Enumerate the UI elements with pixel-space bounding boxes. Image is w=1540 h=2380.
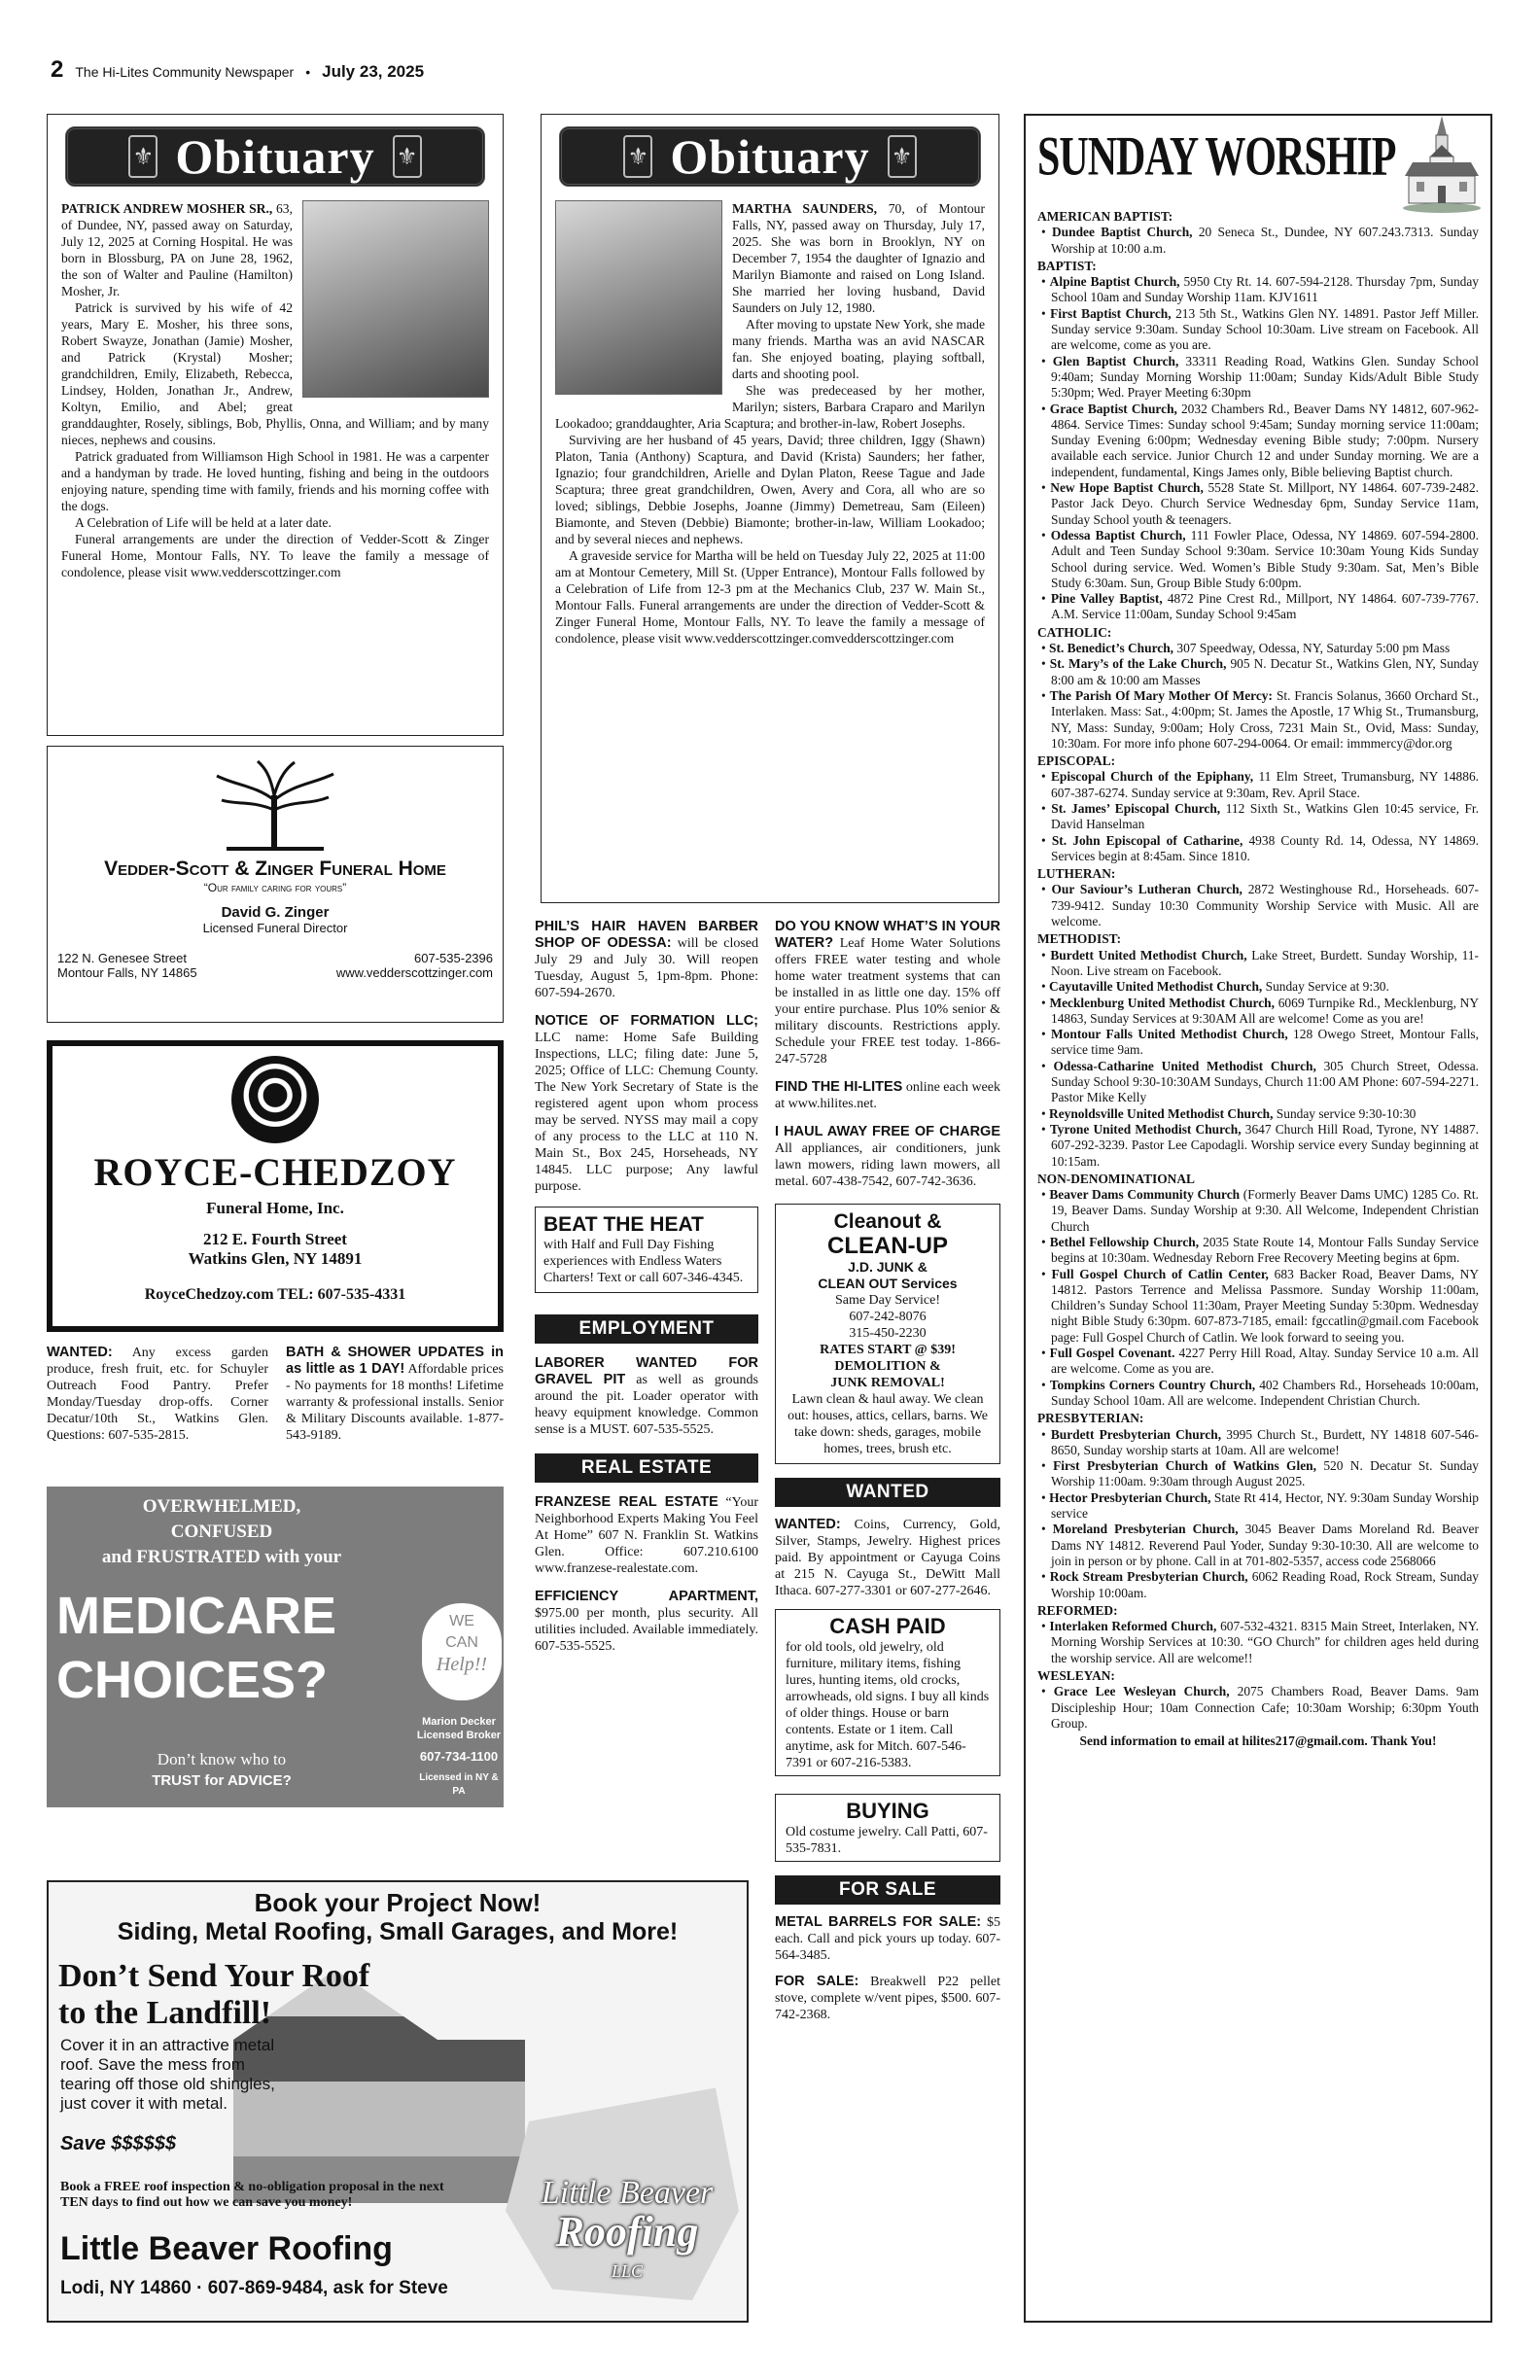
classified-body: Breakwell P22 pellet stove, complete w/vent pipes, $500. 607-742-2368. bbox=[775, 1975, 1000, 2022]
classified-heading: I HAUL AWAY FREE OF CHARGE bbox=[775, 1124, 1000, 1139]
classified-heading: DO YOU KNOW WHAT’S IN YOUR WATER? bbox=[775, 919, 1000, 951]
medicare-sub-line: TRUST for ADVICE? bbox=[152, 1772, 292, 1789]
contact-row bbox=[53, 951, 497, 965]
church-name: Hector Presbyterian Church, bbox=[1049, 1489, 1211, 1505]
medicare-line: OVERWHELMED, bbox=[142, 1496, 301, 1517]
classified-body: “Your Neighborhood Experts Making You Feel At Home” 607 N. Franklin St. Watkins Glen. Office: 607.210.6100 www.franzese-realestate.com. bbox=[535, 1495, 758, 1576]
classified-body: Any excess garden produce, fresh fruit, etc. for Schuyler Outreach Food Pantry. Prefer Monday/Tuesday drop-offs. Corner Decatur/10th St., Watkins Glen. Questions: 607-535-2815. bbox=[47, 1346, 268, 1443]
church-listing bbox=[1037, 1267, 1479, 1346]
church-name: Tyrone United Methodist Church, bbox=[1049, 1121, 1242, 1137]
address-line: Montour Falls, NY 14865 bbox=[57, 965, 197, 980]
church-details: 305 Church Street, Odessa. Sunday School 9:30-10:30AM Sundays, Church 11:00 AM Phone: 607-594-2271. Pastor Mike Kelly bbox=[1051, 1058, 1479, 1105]
worship-category: NON-DENOMINATIONAL bbox=[1037, 1171, 1195, 1186]
obituary-photo-saunders bbox=[555, 200, 722, 395]
church-listing bbox=[1037, 1346, 1479, 1378]
ad-heading: CLEAN-UP bbox=[827, 1233, 948, 1259]
church-name: Full Gospel Church of Catlin Center, bbox=[1051, 1266, 1269, 1281]
church-listing bbox=[1037, 769, 1479, 801]
obit-paragraph: Patrick graduated from Williamson High School in 1981. He was a carpenter and a handyman by trade. He loved hunting, fishing and being in the outdoors enjoying nature, spending time with family, friends and his morning coffee with the dogs. bbox=[61, 449, 489, 513]
classified-body: Coins, Currency, Gold, Silver, Stamps, Jewelry. Highest prices paid. By appointment or Cayuga Coins at 215 N. Cayuga St., DeWitt Mall Ithaca. 607-277-3301 or 607-277-2646. bbox=[775, 1518, 1001, 1598]
classified-body: All appliances, air conditioners, junk lawn mowers, riding lawn mowers, all metal. 607-438-7542, 607-742-3636. bbox=[775, 1141, 1000, 1189]
church-name: Tompkins Corners Country Church, bbox=[1049, 1377, 1256, 1392]
roofing-save: Save $$$$$$ bbox=[60, 2133, 177, 2154]
worship-category: BAPTIST: bbox=[1037, 258, 1097, 273]
classified-heading: BATH & SHOWER UPDATES in as little as 1 DAY! bbox=[286, 1345, 504, 1377]
church-name: The Parish Of Mary Mother Of Mercy: bbox=[1049, 687, 1273, 703]
obit-paragraph: After moving to upstate New York, she made many friends. Martha was an avid NASCAR fan. She enjoyed boating, playing softball, darts and shooting pool. bbox=[732, 317, 985, 381]
paper-name: The Hi-Lites Community Newspaper bbox=[75, 64, 295, 80]
roofing-contact: Lodi, NY 14860 · 607-869-9484, ask for Steve bbox=[60, 2278, 448, 2298]
obituary-banner bbox=[559, 126, 981, 187]
classified-llc-notice bbox=[535, 1013, 758, 1195]
church-details: 112 Sixth St., Watkins Glen 10:45 service, Fr. David Hanselman bbox=[1051, 800, 1479, 832]
church-name: St. John Episcopal of Catharine, bbox=[1051, 832, 1243, 848]
agent-phone: 607-734-1100 bbox=[419, 1749, 499, 1764]
classified-body: as well as grounds around the pit. Loader operator with heavy equipment knowledge. Common sense is a MUST. 607-535-5525. bbox=[535, 1373, 759, 1437]
funeral-home-name: ROYCE-CHEDZOY bbox=[93, 1150, 457, 1194]
church-details: St. Francis Solanus, 3660 Orchard St., Interlaken. Mass: Sat., 4:00pm; St. James the Apostle, 17 Whig St., Trumansburg, NY, Mass: Sunday, 9:00am; Holy Cross, 7231 Main St., Ovid, Mass: Sunday, 10:30am. For more info phone 607-294-0064. Or email: immmercy@dor.org bbox=[1051, 687, 1479, 751]
church-name: Beaver Dams Community Church bbox=[1049, 1187, 1241, 1203]
medicare-sub bbox=[47, 1749, 397, 1792]
ad-line: JUNK REMOVAL! bbox=[830, 1376, 945, 1390]
sunday-worship-box bbox=[1024, 114, 1492, 2323]
logo-line: Little Beaver bbox=[541, 2175, 714, 2211]
page-header bbox=[51, 56, 731, 86]
obit-paragraph: 63, of Dundee, NY, passed away on Saturday, July 12, 2025 at Corning Hospital. He was born in Blossburg, PA on June 28, 1962, the son of Walter and Pauline (Hamilton) Mosher, Jr. bbox=[61, 201, 293, 298]
church-listing bbox=[1037, 1122, 1479, 1170]
church-details: 6062 Reading Road, Rock Stream, Sunday Worship 10:00am. bbox=[1051, 1569, 1479, 1600]
church-details: 5950 Cty Rt. 14. 607-594-2128. Thursday 7pm, Sunday School 10am and Sunday Worship 11am. KJV1611 bbox=[1051, 274, 1479, 305]
section-real-estate: REAL ESTATE bbox=[535, 1453, 758, 1483]
church-details: 111 Fowler Place, Odessa, NY 14869. 607-594-2800. Adult and Teen Sunday School 9:30am. Service 10:30am Young Kids Sunday School during service. Wed. Women’s Bible Study 9:30am. Sat, Men’s Bible Study 6:30am. Sun, Group Bible Study 6:00pm. bbox=[1051, 527, 1479, 590]
church-listing bbox=[1037, 1522, 1479, 1569]
medicare-line: and FRUSTRATED with your bbox=[101, 1547, 342, 1567]
agent-name: Marion Decker bbox=[422, 1716, 496, 1728]
classified-barrels bbox=[775, 1914, 1000, 1964]
church-listing bbox=[1037, 1619, 1479, 1666]
obit-paragraph: A graveside service for Martha will be held on Tuesday July 22, 2025 at 11:00 am at Montour Cemetery, Mill St. (Upper Entrance), Montour Falls followed by a Celebration of Life from 12-3 pm at the Mechanics Club, 237 W. Main St., Montour Falls. Funeral arrangements are under the direction of Vedder-Scott & Zinger Funeral Home, Montour Falls, NY. To leave the family a message of condolence, please visit www.vedderscottzinger.comvedderscottzinger.com bbox=[555, 548, 985, 646]
obit-paragraph: Patrick is survived by his wife of 42 years, Mary E. Mosher, his three sons, Robert Swayze, Jonathan (Jamie) Mosher, and Patrick (Krystal) Mosher; grandchildren, Emily, Elizabeth, Rebecca, Lindsey, Holden, Jonathan Jr., Andrew, Koltyn, Emilio, and Abel; great granddaughter, Rosely, siblings, Bob, Phyllis, Onna, and William; and by many nieces, nephews and cousins. bbox=[61, 300, 489, 447]
buying-ad bbox=[775, 1794, 1000, 1862]
classified-laborer bbox=[535, 1355, 758, 1438]
church-details: 213 5th St., Watkins Glen NY. 14891. Pastor Jeff Miller. Sunday service 9:30am. Sunday School 10:30am. Live stream on Facebook. All are welcome, come as you are. bbox=[1051, 305, 1479, 353]
ad-body: for old tools, old jewelry, old furniture, military items, fishing lures, hunting items, old crocks, arrowheads, old signs. I buy all kinds of older things. House or barn contents. Estate or 1 item. Call anytime, ask for Mitch. 607-546-7391 or 607-216-5383. bbox=[786, 1640, 990, 1770]
obituary-mosher bbox=[47, 114, 504, 736]
website-link[interactable]: www.vedderscottzinger.com bbox=[335, 965, 493, 980]
church-details: 6069 Turnpike Rd., Mecklenburg, NY 14863, Sunday Services at 9:30AM All are welcome! Come as you are! bbox=[1051, 995, 1479, 1026]
obit-paragraph: A Celebration of Life will be held at a later date. bbox=[75, 515, 332, 530]
church-details: 520 N. Decatur St. Sunday Worship 11:00am. 9:30am through August 2025. bbox=[1051, 1458, 1479, 1489]
obituary-banner bbox=[65, 126, 485, 187]
classified-phils-hair bbox=[535, 919, 758, 1001]
church-name: Grace Lee Wesleyan Church, bbox=[1053, 1684, 1230, 1699]
church-name: Mecklenburg United Methodist Church, bbox=[1049, 995, 1275, 1010]
classified-heading: PHIL’S HAIR HAVEN BARBER SHOP OF ODESSA: bbox=[535, 919, 758, 951]
church-listing bbox=[1037, 1106, 1479, 1122]
worship-category: WESLEYAN: bbox=[1037, 1668, 1115, 1684]
classified-bath-shower bbox=[286, 1345, 504, 1444]
church-details: 128 Owego Street, Montour Falls, service time 9am. bbox=[1051, 1027, 1479, 1058]
bubble-line: Help!! bbox=[436, 1654, 488, 1675]
fleur-de-lis-icon: ⚜ bbox=[888, 135, 917, 178]
church-name: Episcopal Church of the Epiphany, bbox=[1051, 769, 1254, 785]
worship-category: AMERICAN BAPTIST: bbox=[1037, 209, 1173, 224]
church-name: Cayutaville United Methodist Church, bbox=[1049, 979, 1263, 995]
obit-name: MARTHA SAUNDERS, bbox=[732, 201, 878, 216]
roofing-ad bbox=[47, 1880, 749, 2323]
church-listing bbox=[1037, 480, 1479, 528]
fleur-de-lis-icon: ⚜ bbox=[128, 135, 158, 178]
church-name: Glen Baptist Church, bbox=[1052, 353, 1179, 368]
obit-paragraph: Surviving are her husband of 45 years, David; three children, Iggy (Shawn) Platon, Tania (Anthony) Scaptura, and David (Krista) Saunders; her father, Ignazio; four grandchildren, Arielle and Dylan Platon, Reese Tague and Jade Scaptura; three great grandchildren, Owen, Avery and Cora, all who are so loved; siblings, Debbie Josephs, Joanne (Jimmy) Demetreau, Sam (Eileen) Biamonte, and Steven (Debbie) Biamonte; brother-in-law, William Lookadoo; and by several nieces and nephews. bbox=[555, 433, 985, 546]
church-name: New Hope Baptist Church, bbox=[1050, 480, 1204, 496]
church-name: Moreland Presbyterian Church, bbox=[1052, 1522, 1239, 1537]
church-listing bbox=[1037, 306, 1479, 354]
church-listing bbox=[1037, 979, 1479, 995]
contact-line[interactable]: RoyceChedzoy.com TEL: 607-535-4331 bbox=[144, 1286, 406, 1303]
roofing-headline bbox=[58, 1958, 369, 2032]
church-name: Our Saviour’s Lutheran Church, bbox=[1051, 882, 1242, 897]
church-listing bbox=[1037, 402, 1479, 480]
phone-number: 607-535-2396 bbox=[414, 951, 493, 965]
worship-category: LUTHERAN: bbox=[1037, 866, 1116, 882]
church-listing bbox=[1037, 1235, 1479, 1267]
church-listing bbox=[1037, 1027, 1479, 1059]
church-details: 307 Speedway, Odessa, NY, Saturday 5:00 pm Mass bbox=[1176, 641, 1451, 656]
roofing-top bbox=[49, 1888, 747, 1946]
church-details: 33311 Reading Road, Watkins Glen. Sunday School 9:40am; Sunday Morning Worship 11:00am; Sunday Kids/Adult Bible Study 5:30pm; Wed. Prayer Meeting 6:30pm bbox=[1051, 353, 1479, 401]
classified-water bbox=[775, 919, 1000, 1068]
ad-heading: BUYING bbox=[846, 1799, 929, 1823]
section-employment: EMPLOYMENT bbox=[535, 1314, 758, 1344]
church-listing bbox=[1037, 641, 1479, 656]
church-details: State Rt 414, Hector, NY. 9:30am Sunday Worship service bbox=[1051, 1489, 1479, 1522]
church-name: St. Mary’s of the Lake Church, bbox=[1049, 656, 1227, 672]
classified-body: Leaf Home Water Solutions offers FREE water testing and whole home water treatment systems that can be installed in as little one day. 15% off your entire purchase. Plus 10% senior & military discounts. Restrictions apply. Schedule your FREE test today. 1-866-247-5728 bbox=[775, 936, 1001, 1067]
church-details: 2032 Chambers Rd., Beaver Dams NY 14812, 607-962-4864. Service Times: Sunday school 9:45am; Sunday morning service 11:00am; Sunday Evening 6:00pm; Wednesday evening Bible study; 7:00pm. Nursery available each service. Junior Church 12 and under Sunday morning. We are a independent, fundamental, Kings James only, Bible believing Baptist church. bbox=[1051, 401, 1479, 479]
classified-body: LLC name: Home Safe Building Inspections, LLC; filing date: June 5, 2025; Office of LLC: Chemung County. The New York Secretary of State is the registered agent upon whom process may be served. NYSS may mail a copy of any process to the LLC at 110 N. Main St., Box 245, Horseheads, NY 14845. LLC purpose; Any lawful purpose. bbox=[535, 1031, 758, 1194]
church-name: Burdett United Methodist Church, bbox=[1050, 947, 1247, 962]
church-name: Pine Valley Baptist, bbox=[1050, 591, 1163, 607]
classified-coins bbox=[775, 1517, 1000, 1599]
church-name: Rock Stream Presbyterian Church, bbox=[1049, 1569, 1248, 1585]
worship-category: REFORMED: bbox=[1037, 1602, 1118, 1618]
church-details: 20 Seneca St., Dundee, NY 607.243.7313. Sunday Worship at 10:00 a.m. bbox=[1051, 225, 1479, 256]
roofing-head-line: to the Landfill! bbox=[58, 1995, 272, 2031]
roofing-top-line: Siding, Metal Roofing, Small Garages, and More! bbox=[117, 1918, 679, 1945]
medicare-big bbox=[56, 1584, 406, 1712]
beat-the-heat-ad bbox=[535, 1207, 758, 1293]
roofing-offer: Book a FREE roof inspection & no-obligation proposal in the next TEN days to find out how we can save you money! bbox=[60, 2180, 444, 2210]
section-wanted: WANTED bbox=[775, 1478, 1000, 1507]
church-listing bbox=[1037, 1378, 1479, 1410]
church-details: 607-532-4321. 8315 Main Street, Interlaken, NY. Morning Worship Services at 10:30. “GO Church” for children ages held during the worship service. All are welcome!! bbox=[1051, 1619, 1480, 1665]
classified-body: Affordable prices - No payments for 18 months! Lifetime warranty & professional installs. Senior & Military Discounts available. 1-877-543-9189. bbox=[286, 1362, 504, 1443]
classifieds-col-2 bbox=[775, 919, 1000, 2023]
obit-name: PATRICK ANDREW MOSHER SR., bbox=[61, 201, 273, 216]
church-details: 4227 Perry Hill Road, Altay. Sunday Service 10 a.m. All are welcome. Come as you are. bbox=[1051, 1346, 1479, 1377]
church-listing bbox=[1037, 948, 1479, 980]
church-listing bbox=[1037, 833, 1479, 865]
obituary-saunders bbox=[541, 114, 999, 903]
address-line: 122 N. Genesee Street bbox=[57, 951, 187, 965]
funeral-home-name: Vedder-Scott & Zinger Funeral Home bbox=[104, 858, 446, 880]
classified-pellet-stove bbox=[775, 1974, 1000, 2023]
medicare-ad bbox=[47, 1487, 504, 1807]
worship-list bbox=[1037, 209, 1479, 1732]
classified-heading: METAL BARRELS FOR SALE: bbox=[775, 1914, 982, 1930]
medicare-sub-line: Don’t know who to bbox=[157, 1750, 287, 1768]
church-details: (Formerly Beaver Dams UMC) 1285 Co. Rt. 19, Beaver Dams. Sunday Worship at 9:30. All Welcome, Independent Christian Church bbox=[1051, 1187, 1479, 1234]
ad-heading: CASH PAID bbox=[829, 1614, 946, 1638]
church-name: Burdett Presbyterian Church, bbox=[1050, 1426, 1222, 1442]
medicare-line: CONFUSED bbox=[170, 1522, 273, 1542]
church-listing bbox=[1037, 996, 1479, 1028]
church-details: 4938 County Rd. 14, Odessa, NY 14869. Services begin at 8:45am. Since 1810. bbox=[1051, 832, 1479, 863]
logo-line: LLC bbox=[611, 2261, 644, 2281]
classified-heading: FIND THE HI-LITES bbox=[775, 1079, 903, 1095]
church-details: 2035 State Route 14, Montour Falls Sunday Service begins at 10:30am. Wednesday Reborn Free Recovery Meeting begins at 6pm. bbox=[1051, 1235, 1479, 1266]
church-name: Bethel Fellowship Church, bbox=[1049, 1235, 1200, 1249]
church-details: 683 Backer Road, Beaver Dams, NY 14812. Pastors Terrence and Melissa Passmore. Sunday Worship 11:00am, Children’s Sunday School 11:30am, Prayer Meeting Sunday 5:30pm. Wednesday night Bible Study 6:30pm. 607-873-7185, email: fgccatlin@gmail.com Facebook page: Full Gospel Church of Catlin. We look forward to seeing you. bbox=[1051, 1266, 1479, 1345]
medicare-big-line: CHOICES? bbox=[56, 1651, 329, 1709]
worship-category: EPISCOPAL: bbox=[1037, 753, 1116, 769]
bubble-line: WE bbox=[449, 1613, 474, 1629]
roofing-brand: Little Beaver Roofing bbox=[60, 2230, 393, 2267]
funeral-home-tagline: “Our family caring for yours” bbox=[203, 881, 347, 894]
classified-body: online each week at www.hilites.net. bbox=[775, 1080, 1000, 1111]
church-details: 905 N. Decatur St., Watkins Glen, NY, Sunday 8:00 am & 10:00 am Masses bbox=[1051, 656, 1479, 687]
worship-title: SUNDAY WORSHIP bbox=[1037, 127, 1396, 189]
ad-heading: BEAT THE HEAT bbox=[543, 1213, 704, 1236]
church-details: 2075 Chambers Road, Beaver Dams. 9am Discipleship Hour; 10am Connection Cafe; 10:30am Worship; 6:30pm Youth Group. bbox=[1051, 1684, 1479, 1731]
classified-body: $5 each. Call and pick yours up today. 607-564-3485. bbox=[775, 1915, 1000, 1963]
vedder-scott-ad bbox=[47, 746, 504, 1023]
obituary-title: Obituary bbox=[670, 129, 870, 184]
logo-line: Roofing bbox=[555, 2208, 699, 2256]
church-name: Grace Baptist Church, bbox=[1049, 401, 1177, 416]
classified-find-hilites bbox=[775, 1079, 1000, 1112]
church-listing bbox=[1037, 688, 1479, 752]
ad-line: Same Day Service! bbox=[834, 1293, 941, 1308]
church-name: Alpine Baptist Church, bbox=[1049, 274, 1180, 290]
tree-logo-icon bbox=[197, 756, 353, 854]
church-name: Interlaken Reformed Church, bbox=[1049, 1619, 1217, 1634]
church-name: First Presbyterian Church of Watkins Glen, bbox=[1053, 1458, 1316, 1474]
page-number: 2 bbox=[51, 56, 64, 83]
ad-line: 607-242-8076 bbox=[849, 1310, 927, 1324]
ad-body: Old costume jewelry. Call Patti, 607-535-7831. bbox=[786, 1825, 988, 1856]
medicare-headline bbox=[47, 1494, 397, 1570]
classified-heading: FOR SALE: bbox=[775, 1974, 859, 1989]
classified-heading: FRANZESE REAL ESTATE bbox=[535, 1494, 718, 1510]
ad-line: Lawn clean & haul away. We clean out: houses, attics, cellars, barns. We take down: sheds, garages, mobile homes, trees, brush etc. bbox=[788, 1392, 988, 1456]
church-listing bbox=[1037, 528, 1479, 591]
church-name: Dundee Baptist Church, bbox=[1052, 225, 1193, 240]
church-listing bbox=[1037, 354, 1479, 402]
director-title: Licensed Funeral Director bbox=[202, 921, 348, 935]
church-listing bbox=[1037, 1427, 1479, 1459]
classified-body: $975.00 per month, plus security. All utilities included. Available immediately. 607-535-5525. bbox=[535, 1606, 758, 1654]
ad-line: CLEAN OUT Services bbox=[818, 1276, 958, 1291]
address-line: 212 E. Fourth Street bbox=[203, 1230, 347, 1248]
worship-footer: Send information to email at hilites217@gmail.com. Thank You! bbox=[1079, 1733, 1437, 1749]
obituary-photo-mosher bbox=[302, 200, 489, 398]
church-name: Full Gospel Covenant. bbox=[1049, 1346, 1175, 1361]
agent-info bbox=[414, 1715, 504, 1799]
church-listing bbox=[1037, 1059, 1479, 1106]
classified-heading: LABORER WANTED FOR GRAVEL PIT bbox=[535, 1355, 758, 1387]
church-listing bbox=[1037, 591, 1479, 623]
issue-date: July 23, 2025 bbox=[322, 62, 425, 81]
church-details: Sunday service 9:30-10:30 bbox=[1276, 1105, 1417, 1121]
fleur-de-lis-icon: ⚜ bbox=[393, 135, 422, 178]
section-for-sale: FOR SALE bbox=[775, 1875, 1000, 1905]
ad-line: DEMOLITION & bbox=[834, 1359, 941, 1374]
church-name: St. Benedict’s Church, bbox=[1049, 641, 1174, 656]
church-name: Reynoldsville United Methodist Church, bbox=[1049, 1105, 1274, 1121]
rose-logo-icon bbox=[231, 1056, 319, 1143]
ad-line: 315-450-2230 bbox=[849, 1326, 927, 1341]
church-listing bbox=[1037, 1490, 1479, 1522]
church-icon bbox=[1401, 116, 1483, 213]
church-listing bbox=[1037, 656, 1479, 688]
church-details: 3995 Church St., Burdett, NY 14818 607-546-8650, Sunday worship starts at 10am. All are welcome! bbox=[1051, 1426, 1480, 1457]
classified-heading: WANTED: bbox=[47, 1345, 113, 1360]
header-bullet: • bbox=[305, 64, 311, 80]
church-listing bbox=[1037, 1684, 1479, 1732]
obituary-title: Obituary bbox=[175, 129, 375, 184]
church-details: 11 Elm Street, Trumansburg, NY 14886. 607-387-6274. Sunday service at 9:30am, Rev. April Stace. bbox=[1051, 769, 1479, 800]
church-name: First Baptist Church, bbox=[1050, 305, 1172, 321]
classified-haul-away bbox=[775, 1124, 1000, 1190]
worship-category: CATHOLIC: bbox=[1037, 624, 1112, 640]
roofing-head-line: Don’t Send Your Roof bbox=[58, 1958, 370, 1994]
ad-line: RATES START @ $39! bbox=[820, 1343, 956, 1357]
obit-paragraph: 70, of Montour Falls, NY, passed away on Thursday, July 17, 2025. She was born in Brooklyn, NY on December 7, 1954 the daughter of Ignazio and Marilyn Biamonte and raised on Long Island. She married her loving husband, David Saunders on July 12, 1980. bbox=[732, 201, 985, 315]
church-name: St. James’ Episcopal Church, bbox=[1051, 800, 1221, 816]
beaver-logo-text bbox=[525, 2174, 729, 2291]
church-name: Odessa-Catharine United Methodist Church, bbox=[1053, 1058, 1316, 1073]
worship-category: METHODIST: bbox=[1037, 931, 1122, 947]
church-name: Odessa Baptist Church, bbox=[1050, 527, 1186, 542]
medicare-big-line: MEDICARE bbox=[56, 1587, 337, 1645]
bubble-line: CAN bbox=[445, 1634, 478, 1651]
roofing-top-line: Book your Project Now! bbox=[254, 1888, 542, 1917]
church-details: Lake Street, Burdett. Sunday Worship, 11-Noon. Live stream on Facebook. bbox=[1051, 947, 1479, 978]
church-details: 2872 Westinghouse Rd., Horseheads. 607-739-9412. Sunday 10:30 Community Worship Service with Music. All are welcome. bbox=[1051, 882, 1479, 929]
classified-food-pantry bbox=[47, 1345, 268, 1444]
cash-paid-ad bbox=[775, 1609, 1000, 1776]
director-name: David G. Zinger bbox=[221, 904, 330, 921]
fleur-de-lis-icon: ⚜ bbox=[623, 135, 652, 178]
classified-heading: WANTED: bbox=[775, 1517, 841, 1532]
classified-heading: EFFICIENCY APARTMENT, bbox=[535, 1589, 758, 1604]
church-listing bbox=[1037, 225, 1479, 257]
agent-title: Licensed Broker bbox=[416, 1730, 502, 1741]
church-details: Sunday Service at 9:30. bbox=[1265, 979, 1389, 995]
church-listing bbox=[1037, 1569, 1479, 1601]
address-line: Watkins Glen, NY 14891 bbox=[188, 1249, 363, 1268]
obit-paragraph: She was predeceased by her mother, Marilyn; sisters, Barbara Craparo and Marilyn Lookadoo; granddaughter, Aria Scaptura; and brother-in-law, Robert Josephs. bbox=[555, 383, 985, 431]
obit-paragraph: Funeral arrangements are under the direction of Vedder-Scott & Zinger Funeral Home, Montour Falls, NY. To leave the family a message of condolence, please visit www.vedderscottzinger.com bbox=[61, 532, 489, 579]
ad-body: with Half and Full Day Fishing experiences with Endless Waters Charters! Text or call 607-346-4345. bbox=[543, 1238, 744, 1285]
contact-row bbox=[53, 965, 497, 980]
church-listing bbox=[1037, 1458, 1479, 1490]
worship-category: PRESBYTERIAN: bbox=[1037, 1411, 1144, 1426]
cleanout-ad bbox=[775, 1204, 1000, 1464]
classified-efficiency bbox=[535, 1589, 758, 1655]
classified-franzese bbox=[535, 1494, 758, 1577]
church-listing bbox=[1037, 274, 1479, 306]
church-listing bbox=[1037, 882, 1479, 929]
help-bubble bbox=[422, 1603, 502, 1700]
agent-license: Licensed in NY & PA bbox=[419, 1772, 499, 1797]
church-listing bbox=[1037, 801, 1479, 833]
roofing-body: Cover it in an attractive metal roof. Save the mess from tearing off those old shingles, just cover it with metal. bbox=[60, 2036, 275, 2113]
classified-body: will be closed July 29 and July 30. Will reopen Tuesday, August 5, 1pm-8pm. Phone: 607-594-2670. bbox=[535, 936, 758, 1000]
church-details: 5528 State St. Millport, NY 14864. 607-739-2482. Pastor Jack Deyo. Church Service Wednesday 6pm, Sunday Service 11am, Sunday School youth & teenagers. bbox=[1051, 480, 1479, 527]
church-details: 4872 Pine Crest Rd., Millport, NY 14864. 607-739-7767. A.M. Service 11:00am, Sunday School 9:45am bbox=[1051, 591, 1479, 622]
church-details: 3647 Church Hill Road, Tyrone, NY 14887. 607-292-3239. Pastor Lee Capodagli. Worship service every Sunday beginning at 10:15am. bbox=[1051, 1121, 1479, 1169]
ad-line: J.D. JUNK & bbox=[848, 1259, 928, 1275]
church-name: Montour Falls United Methodist Church, bbox=[1051, 1027, 1288, 1042]
classified-heading: NOTICE OF FORMATION LLC; bbox=[535, 1013, 758, 1029]
worship-header bbox=[1037, 123, 1479, 207]
ad-heading: Cleanout & bbox=[833, 1210, 942, 1233]
royce-chedzoy-ad bbox=[47, 1040, 504, 1332]
church-details: 3045 Beaver Dams Moreland Rd. Beaver Dams NY 14812. Reverend Paul Yoder, Sunday 9:30-10:30. All are welcome to join in person or by phone. Call in at 701-802-5357, access code 2568066 bbox=[1051, 1522, 1479, 1568]
funeral-home-sub: Funeral Home, Inc. bbox=[206, 1199, 344, 1217]
classifieds-col-1 bbox=[535, 919, 758, 1655]
church-details: 402 Chambers Rd., Horseheads 10:00am, Sunday School 10am. All are welcome. Independent Christian Church. bbox=[1051, 1377, 1479, 1408]
church-listing bbox=[1037, 1187, 1479, 1235]
